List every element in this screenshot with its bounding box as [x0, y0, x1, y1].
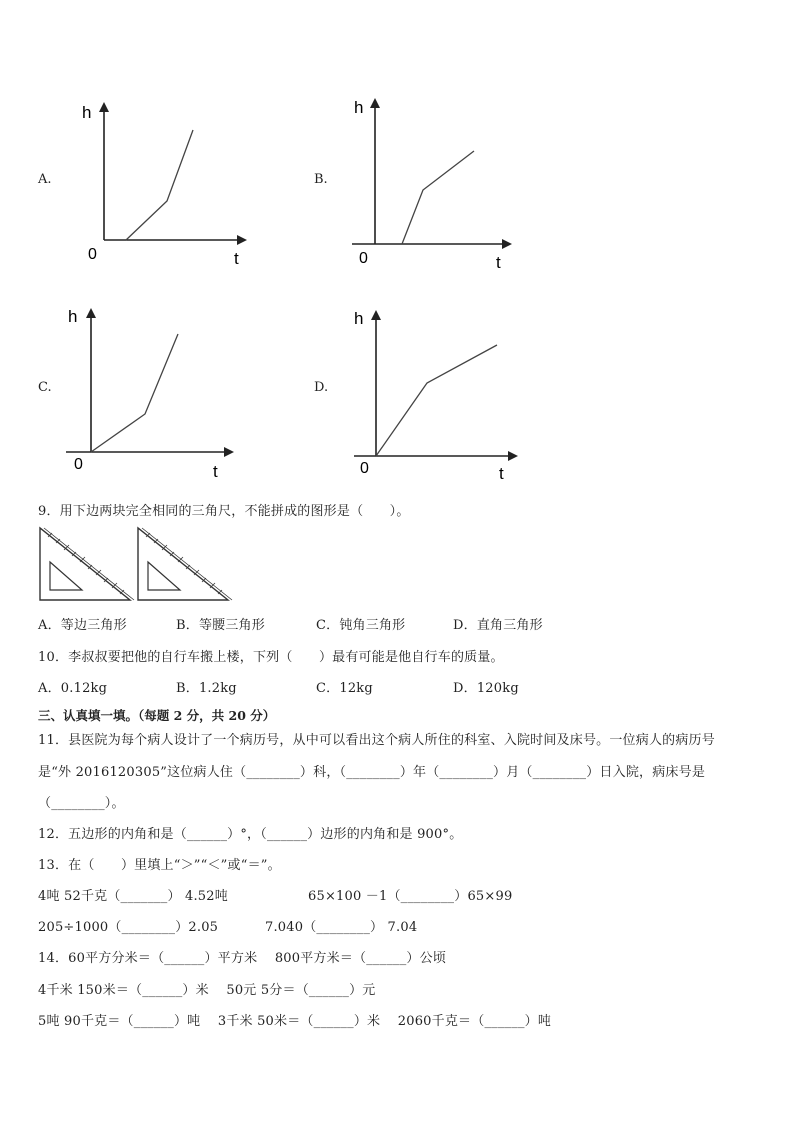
q14-row-2: 4千米 150米＝（______）米 50元 5分＝（______）元 — [38, 983, 376, 998]
q10-text: 10．李叔叔要把他的自行车搬上楼，下列（ ）最有可能是他自行车的质量。 — [38, 650, 504, 665]
q10-option-b[interactable]: B．1.2kg — [176, 681, 237, 696]
graph-d-origin: 0 — [360, 460, 369, 477]
graph-b — [352, 98, 510, 272]
option-a-label: A. — [38, 172, 52, 187]
graph-a — [82, 103, 245, 268]
triangle-rulers-figure — [36, 524, 236, 604]
q12-text: 12．五边形的内角和是（______）°，（______）边形的内角和是 900°。 — [38, 827, 463, 842]
q10-option-d[interactable]: D．120kg — [453, 681, 519, 696]
graph-a-origin: 0 — [88, 246, 97, 263]
graph-a-y-label: h — [82, 103, 92, 122]
q10-option-c[interactable]: C．12kg — [316, 681, 373, 696]
graph-b-x-label: t — [496, 253, 501, 272]
q10-option-a[interactable]: A．0.12kg — [38, 681, 108, 696]
q13-row2-left: 205÷1000（________）2.05 — [38, 920, 219, 935]
q14-row-3: 5吨 90千克＝（______）吨 3千米 50米＝（______）米 2060千克＝（______）吨 — [38, 1014, 552, 1029]
graph-c-y-label: h — [68, 307, 78, 326]
graph-c-x-label: t — [213, 462, 218, 481]
graph-b-y-label: h — [354, 98, 364, 117]
graph-c-origin: 0 — [74, 456, 83, 473]
graph-b-line — [402, 151, 474, 244]
q13-row2-right: 7.040（________） 7.04 — [265, 920, 418, 935]
section-3-title: 三、认真填一填。（每题 2 分，共 20 分） — [38, 708, 276, 723]
option-c-label: C. — [38, 380, 52, 395]
q9-option-d[interactable]: D．直角三角形 — [453, 618, 543, 633]
graph-d-line — [376, 345, 497, 456]
q9-option-b[interactable]: B．等腰三角形 — [176, 618, 265, 633]
graph-d — [354, 309, 516, 483]
graph-a-x-label: t — [234, 249, 239, 268]
option-d-label: D. — [314, 380, 329, 395]
q9-text: 9．用下边两块完全相同的三角尺，不能拼成的图形是（ ）。 — [38, 504, 410, 519]
q9-option-c[interactable]: C．钝角三角形 — [316, 618, 406, 633]
q11-line-2: 是“外 2016120305”这位病人住（________）科，（________）年（________）月（________）日入院，病床号是 — [38, 765, 706, 780]
triangle-ruler-2-icon — [138, 528, 232, 600]
q9-option-a[interactable]: A．等边三角形 — [38, 618, 127, 633]
q13-text: 13．在（ ）里填上“＞”“＜”或“＝”。 — [38, 858, 281, 873]
graph-b-origin: 0 — [359, 250, 368, 267]
q11-line-1: 11．县医院为每个病人设计了一个病历号，从中可以看出这个病人所住的科室、入院时间及床号。一位病人的病历号 — [38, 733, 715, 748]
graph-c — [66, 307, 232, 481]
q13-row1-left: 4吨 52千克（_______） 4.52吨 — [38, 889, 228, 904]
graph-a-line — [126, 130, 193, 240]
graph-d-y-label: h — [354, 309, 364, 328]
graph-d-x-label: t — [499, 464, 504, 483]
q11-line-3: （________）。 — [38, 796, 125, 811]
q13-row1-right: 65×100 －1（________）65×99 — [308, 889, 513, 904]
q14-row-1: 14．60平方分米＝（______）平方米 800平方米＝（______）公顷 — [38, 951, 447, 966]
option-b-label: B. — [314, 172, 328, 187]
graph-c-line — [91, 334, 178, 452]
graph-options-figure — [0, 0, 794, 500]
triangle-ruler-1-icon — [40, 528, 134, 600]
